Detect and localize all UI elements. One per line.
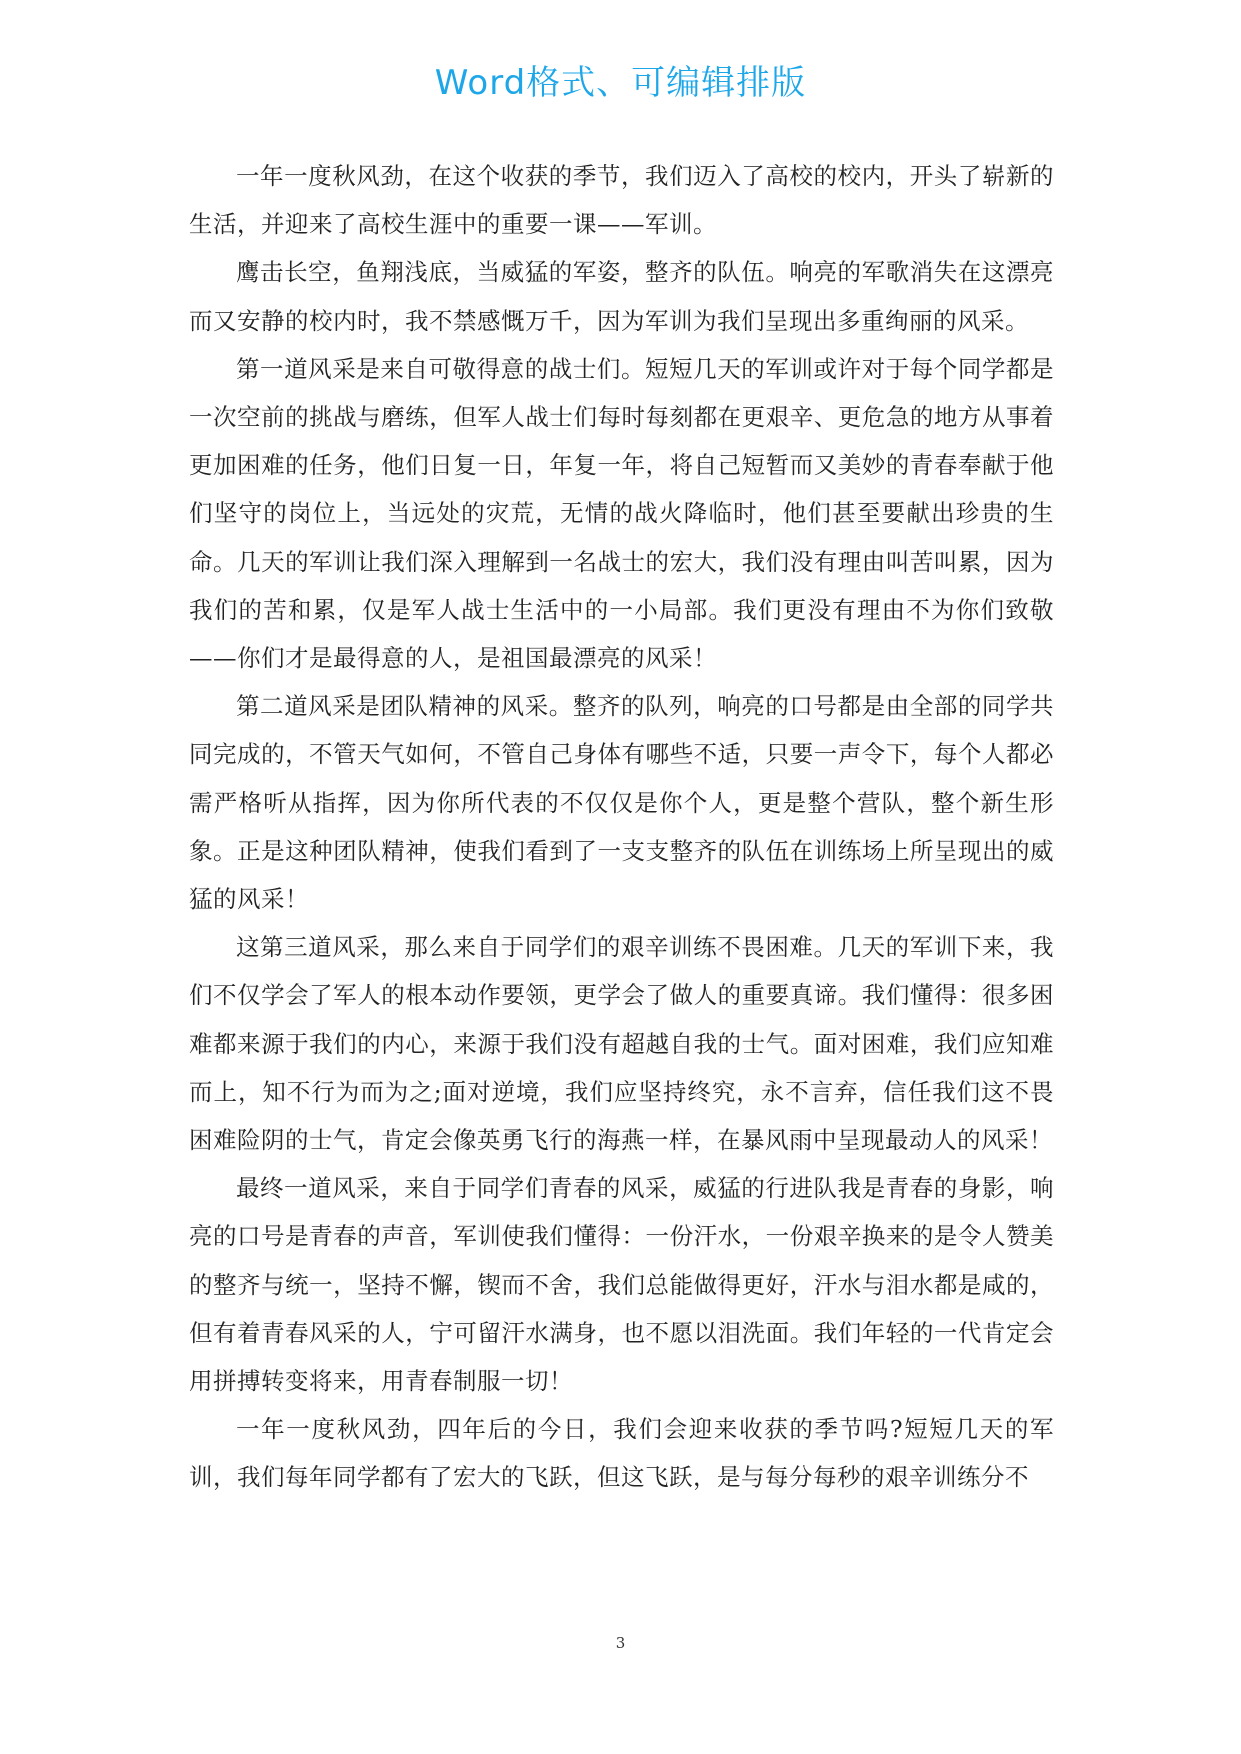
paragraph-6: 最终一道风采，来自于同学们青春的风采，威猛的行进队我是青春的身影，响亮的口号是青春的声音，军训使我们懂得：一份汗水，一份艰辛换来的是令人赞美的整齐与统一，坚持不懈，锲而不舍，我们总能做得更好，汗水与泪水都是咸的，但有着青春风采的人，宁可留汗水满身，也不愿以泪洗面。我们年轻的一代肯定会用拼搏转变将来，用青春制服一切！ <box>189 1174 1054 1396</box>
page-header-title: Word格式、可编辑排版 <box>434 63 807 103</box>
paragraph-1: 一年一度秋风劲，在这个收获的季节，我们迈入了高校的校内，开头了崭新的生活，并迎来了高校生涯中的重要一课——军训。 <box>189 162 1054 239</box>
paragraph-5: 这第三道风采，那么来自于同学们的艰辛训练不畏困难。几天的军训下来，我们不仅学会了军人的根本动作要领，更学会了做人的重要真谛。我们懂得：很多困难都来源于我们的内心，来源于我们没有超越自我的士气。面对困难，我们应知难而上，知不行为而为之;面对逆境，我们应坚持终究，永不言弃，信任我们这不畏困难险阴的士气，肯定会像英勇飞行的海燕一样，在暴风雨中呈现最动人的风采！ <box>189 933 1054 1155</box>
paragraph-4: 第二道风采是团队精神的风采。整齐的队列，响亮的口号都是由全部的同学共同完成的，不管天气如何，不管自己身体有哪些不适，只要一声令下，每个人都必需严格听从指挥，因为你所代表的不仅仅是你个人，更是整个营队，整个新生形象。正是这种团队精神，使我们看到了一支支整齐的队伍在训练场上所呈现出的威猛的风采！ <box>189 692 1054 914</box>
document-body <box>189 152 1054 1502</box>
paragraph-3: 第一道风采是来自可敬得意的战士们。短短几天的军训或许对于每个同学都是一次空前的挑战与磨练，但军人战士们每时每刻都在更艰辛、更危急的地方从事着更加困难的任务，他们日复一日，年复一年，将自己短暂而又美妙的青春奉献于他们坚守的岗位上，当远处的灾荒，无情的战火降临时，他们甚至要献出珍贵的生命。几天的军训让我们深入理解到一名战士的宏大，我们没有理由叫苦叫累，因为我们的苦和累，仅是军人战士生活中的一小局部。我们更没有理由不为你们致敬——你们才是最得意的人，是祖国最漂亮的风采！ <box>189 354 1054 673</box>
page-number: 3 <box>615 1634 626 1652</box>
paragraph-7: 一年一度秋风劲，四年后的今日，我们会迎来收获的季节吗?短短几天的军训，我们每年同学都有了宏大的飞跃，但这飞跃，是与每分每秒的艰辛训练分不 <box>189 1415 1054 1492</box>
paragraph-2: 鹰击长空，鱼翔浅底，当威猛的军姿，整齐的队伍。响亮的军歌消失在这漂亮而又安静的校内时，我不禁感慨万千，因为军训为我们呈现出多重绚丽的风采。 <box>189 258 1054 335</box>
